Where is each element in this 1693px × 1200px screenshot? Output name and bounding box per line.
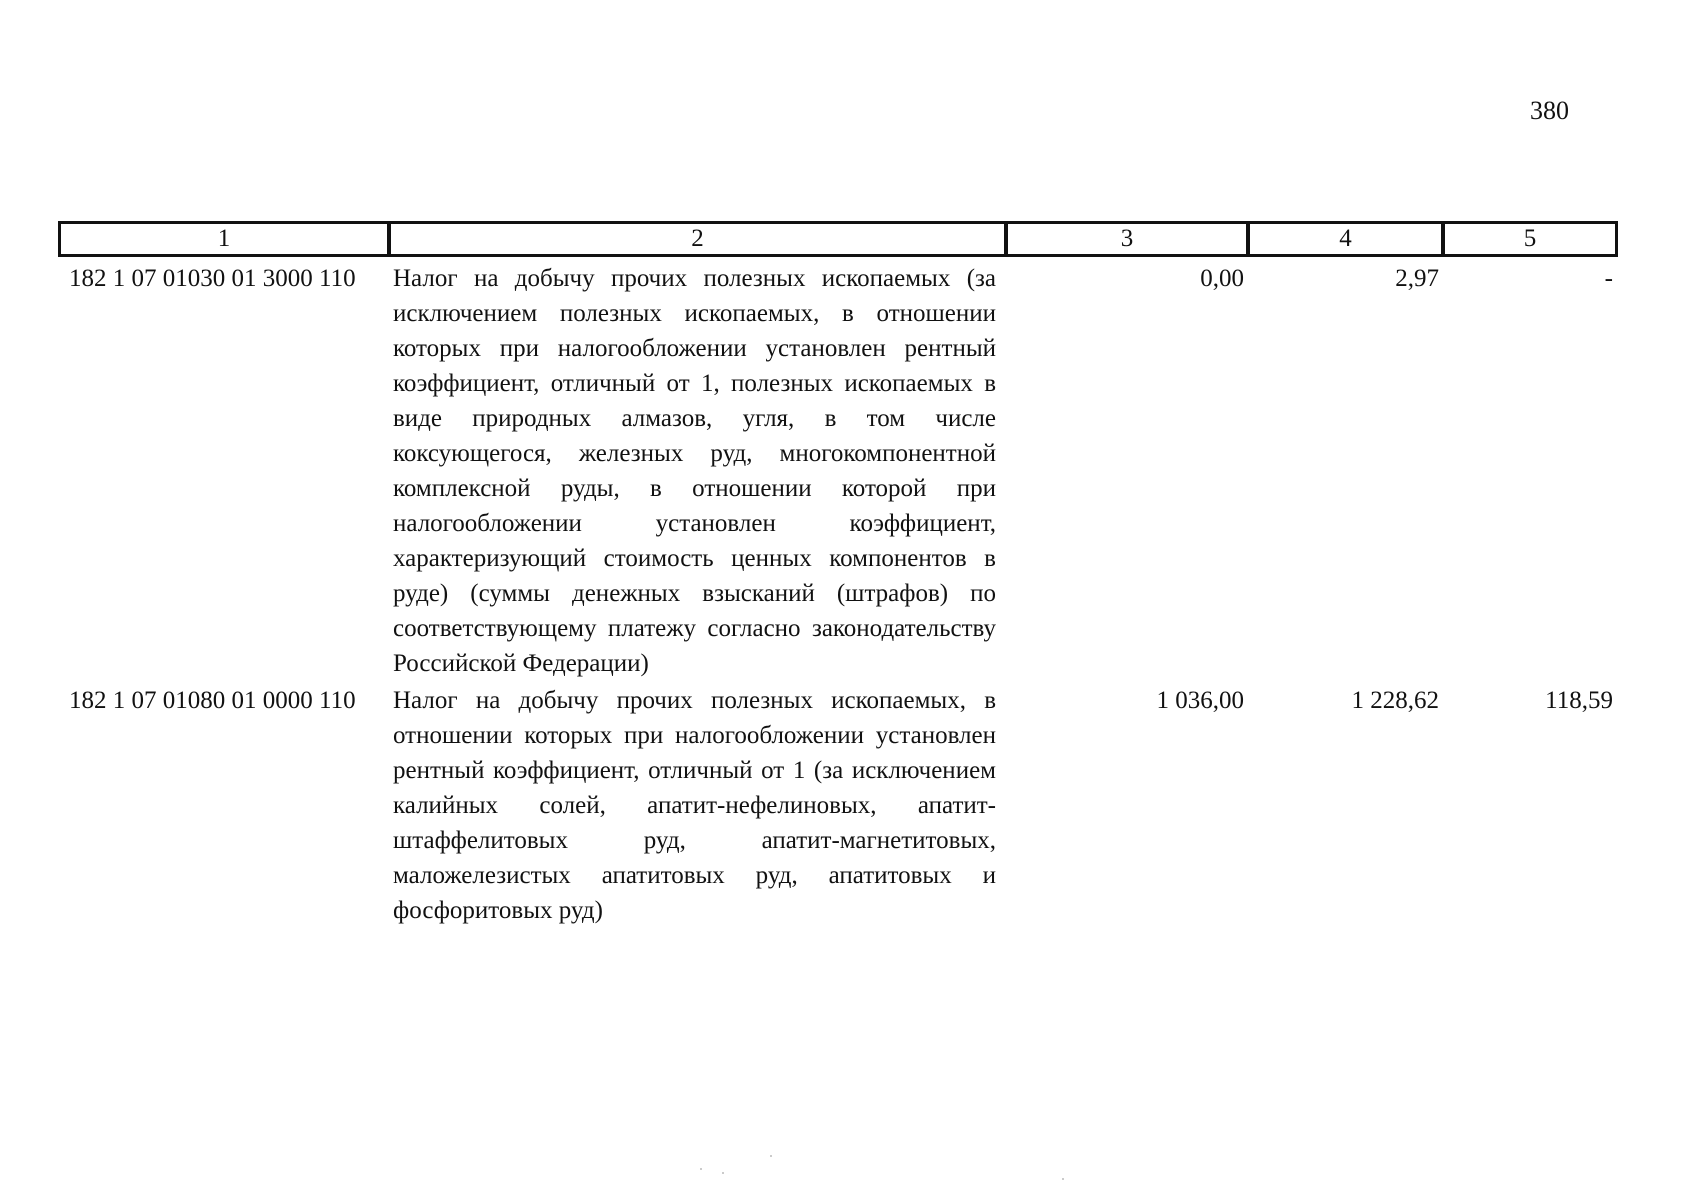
column-header-2: 2 bbox=[389, 222, 1006, 256]
table-header-row bbox=[59, 222, 1617, 256]
scan-speck bbox=[1062, 1178, 1064, 1180]
column-header-3: 3 bbox=[1006, 222, 1248, 256]
amount-col4: 2,97 bbox=[1395, 265, 1439, 292]
table-row bbox=[59, 256, 1617, 681]
budget-classification-code: 182 1 07 01080 01 0000 110 bbox=[69, 687, 356, 714]
scan-speck bbox=[770, 1155, 772, 1157]
column-header-4: 4 bbox=[1248, 222, 1443, 256]
revenue-description: Налог на добычу прочих полезных ископаемых (за исключением полезных ископаемых, в отношении которых при налогообложении установлен рентный коэффициент, отличный от 1, полезных ископаемых в виде природных алмазов, угля, в том числе коксующегося, железных руд, многокомпонентной комплексной руды, в отношении которой при налогообложении установлен коэффициент, характеризующий стоимость ценных компонентов в руде) (суммы денежных взысканий (штрафов) по соответствующему платежу согласно законодательству Российской Федерации) bbox=[393, 265, 996, 677]
amount-col5: - bbox=[1604, 265, 1613, 292]
budget-revenue-table bbox=[58, 221, 1618, 928]
amount-col5: 118,59 bbox=[1545, 687, 1613, 714]
column-header-1: 1 bbox=[59, 222, 389, 256]
revenue-description: Налог на добычу прочих полезных ископаемых, в отношении которых при налогообложении установлен рентный коэффициент, отличный от 1 (за исключением калийных солей, апатит-нефелиновых, апатит-штаффелитовых руд, апатит-магнетитовых, маложелезистых апатитовых руд, апатитовых и фосфоритовых руд) bbox=[393, 687, 996, 924]
budget-classification-code: 182 1 07 01030 01 3000 110 bbox=[69, 265, 356, 292]
amount-col3: 0,00 bbox=[1200, 265, 1244, 292]
amount-col4: 1 228,62 bbox=[1351, 687, 1439, 714]
table-row bbox=[59, 681, 1617, 928]
amount-col3: 1 036,00 bbox=[1156, 687, 1244, 714]
page-number: 380 bbox=[1530, 96, 1569, 125]
column-header-5: 5 bbox=[1443, 222, 1617, 256]
scan-speck bbox=[700, 1168, 702, 1170]
scan-speck bbox=[722, 1172, 724, 1174]
